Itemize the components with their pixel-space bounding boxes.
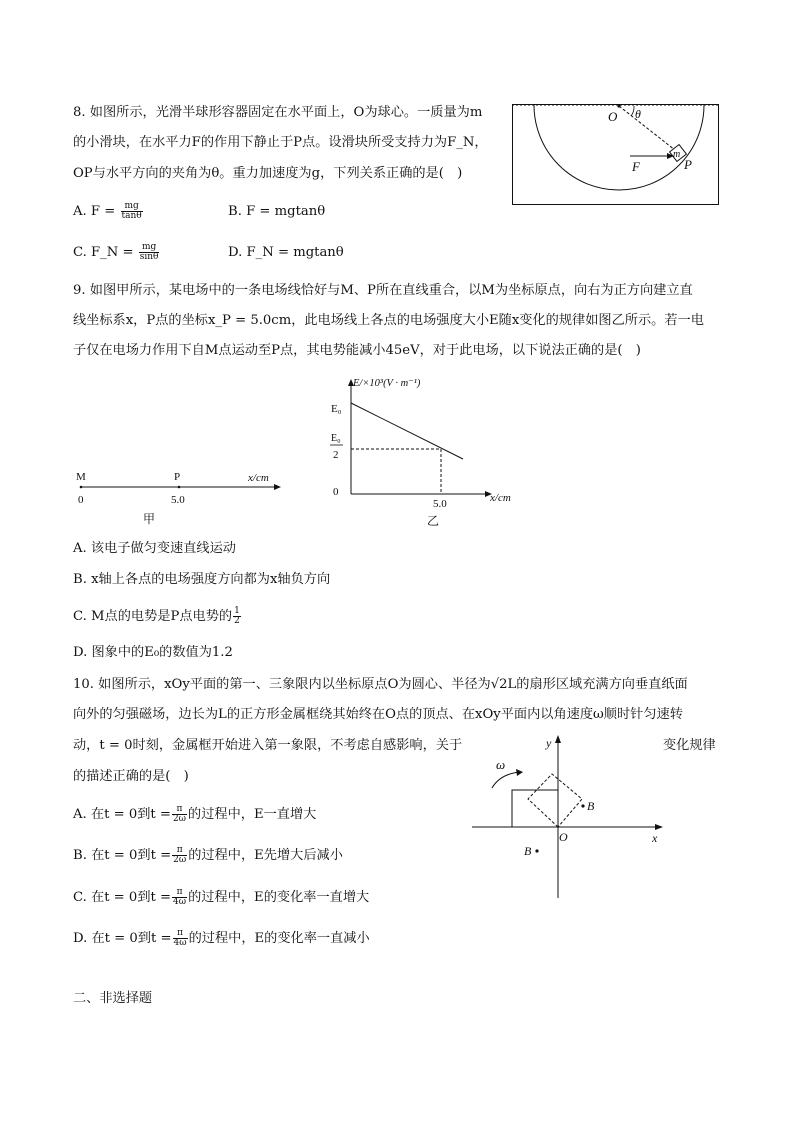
label-b-first-quadrant: B — [587, 799, 595, 813]
point-b-third-quadrant — [535, 849, 538, 852]
q10-option-d-tail: 的过程中，E的变化率一直减小 — [188, 931, 370, 946]
caption-jia: 甲 — [143, 512, 156, 526]
e-x-line — [351, 403, 463, 459]
q9-option-d: D. 图象中的E₀的数值为1.2 — [73, 645, 233, 660]
q9-option-c — [73, 607, 242, 627]
q8-line-2: 的小滑块，在水平力F的作用下静止于P点。设滑块所受支持力为F_N， — [73, 135, 488, 150]
rotation-arrow — [492, 772, 520, 788]
label-p: P — [174, 471, 181, 483]
label-b-third-quadrant: B — [524, 844, 532, 858]
fraction-numerator: π — [172, 888, 187, 898]
tick-five: 5.0 — [433, 498, 447, 510]
q10-option-a-text: A. 在t = 0到t = — [73, 807, 171, 822]
square-frame — [512, 790, 558, 827]
label-x: x — [652, 831, 658, 845]
label-o: O — [608, 109, 618, 124]
q10-option-c — [73, 888, 369, 908]
q10-option-b — [73, 846, 343, 866]
q8-line-3: OP与水平方向的夹角为θ。重力加速度为g，下列关系正确的是( ) — [73, 166, 463, 181]
q10-option-a — [73, 805, 316, 825]
tick-zero: 0 — [78, 494, 84, 506]
q9-line-3: 子仅在电场力作用下自M点运动至P点，其电势能减小45eV，对于此电场，以下说法正确的是( ) — [73, 343, 641, 358]
point-b-first-quadrant — [581, 804, 584, 807]
tick-e0-half-numerator: E₀ — [331, 433, 341, 444]
label-f: F — [632, 159, 640, 174]
arrowhead-icon — [274, 484, 281, 490]
q9-line-2: 线坐标系x，P点的坐标x_P = 5.0cm，此电场线上各点的电场强度大小E随x变化的规律如图乙所示。若一电 — [73, 313, 704, 328]
q9-option-a: A. 该电子做匀变速直线运动 — [73, 541, 236, 556]
q10-option-d-fraction — [173, 929, 188, 948]
q9-figure-jia — [70, 370, 285, 530]
y-axis-label: E/×10³(V · m⁻¹) — [353, 378, 421, 389]
q8-line-1: 8. 如图所示，光滑半球形容器固定在水平面上，O为球心。一质量为m — [73, 105, 483, 120]
label-y: y — [546, 736, 552, 750]
q9-option-c-fraction — [233, 607, 241, 626]
arrowhead-icon — [555, 735, 561, 743]
q10-option-c-text: C. 在t = 0到t = — [73, 890, 172, 905]
q8-option-b: B. F = mgtanθ — [228, 204, 326, 219]
q10-line-3a: 动，t = 0时刻，金属框开始进入第一象限，不考虑自感影响，关于 — [73, 738, 463, 753]
q8-option-a-text: A. F = — [73, 204, 116, 219]
q10-option-b-text: B. 在t = 0到t = — [73, 848, 172, 863]
fraction-denominator: 4ω — [173, 938, 187, 948]
q10-option-d-text: D. 在t = 0到t = — [73, 931, 172, 946]
q9-line-1: 9. 如图甲所示，某电场中的一条电场线恰好与M、P所在直线重合，以M为坐标原点，向右为正方向建立直 — [73, 283, 693, 298]
label-theta: θ — [635, 107, 641, 121]
q10-option-b-tail: 的过程中，E先增大后减小 — [188, 848, 343, 863]
fraction-numerator: π — [172, 805, 187, 815]
fraction-numerator: π — [172, 846, 187, 856]
fraction-denominator: 2 — [234, 616, 240, 626]
q10-option-d — [73, 929, 370, 949]
fraction-numerator: π — [173, 929, 188, 939]
fraction-denominator: tanθ — [121, 211, 142, 221]
q8-hemisphere-figure — [512, 104, 720, 206]
q10-option-b-fraction — [172, 846, 187, 865]
label-m: m — [673, 149, 681, 160]
tick-e0: E₀ — [331, 403, 342, 415]
fraction-denominator: 4ω — [173, 897, 187, 907]
q10-option-c-fraction — [172, 888, 187, 907]
q9-figure-yi — [320, 370, 525, 530]
fraction-denominator: 2ω — [173, 855, 187, 865]
fraction-numerator: mg — [121, 202, 143, 212]
arrowhead-icon — [655, 824, 663, 830]
q8-option-a-fraction — [121, 202, 143, 221]
q8-option-c-text: C. F_N = — [73, 245, 134, 260]
x-axis-unit: x/cm — [490, 492, 511, 504]
caption-yi: 乙 — [427, 514, 440, 528]
label-o: O — [559, 830, 568, 844]
fraction-numerator: mg — [139, 243, 160, 253]
q10-line-2: 向外的匀强磁场，边长为L的正方形金属框绕其始终在O点的顶点、在xOy平面内以角速度ω顺时针匀速转 — [73, 707, 683, 722]
q10-line-1: 10. 如图所示，xOy平面的第一、三象限内以坐标原点O为圆心、半径为√2L的扇形区域充满方向垂直纸面 — [73, 677, 688, 692]
q10-option-c-tail: 的过程中，E的变化率一直增大 — [188, 890, 370, 905]
tick-e0-half-denominator: 2 — [333, 449, 339, 461]
label-m: M — [76, 471, 86, 483]
x-axis-unit: x/cm — [248, 472, 269, 484]
rotated-frame-dashed — [528, 774, 582, 827]
q10-option-a-tail: 的过程中，E一直增大 — [188, 807, 317, 822]
section-heading-non-choice: 二、非选择题 — [73, 991, 153, 1006]
fraction-numerator: 1 — [234, 606, 240, 616]
point-m — [80, 486, 83, 489]
q8-option-c-fraction — [139, 243, 160, 262]
tick-five: 5.0 — [171, 494, 185, 506]
label-omega: ω — [496, 757, 506, 772]
q8-option-a — [73, 202, 144, 222]
q9-option-c-text: C. M点的电势是P点电势的 — [73, 609, 233, 624]
q8-option-c — [73, 243, 160, 263]
label-p: P — [684, 157, 692, 172]
q10-option-a-fraction — [172, 805, 187, 824]
q9-option-b: B. x轴上各点的电场强度方向都为x轴负方向 — [73, 572, 331, 587]
q10-line-4: 的描述正确的是( ) — [73, 769, 189, 784]
q8-option-d: D. F_N = mgtanθ — [228, 245, 344, 260]
op-dashed-line — [619, 106, 680, 154]
theta-angle-arc — [631, 106, 634, 116]
fraction-denominator: sinθ — [139, 252, 159, 262]
tick-zero: 0 — [333, 486, 339, 498]
q10-line-3b: 变化规律 — [663, 738, 716, 753]
point-p — [178, 486, 181, 489]
arrowhead-icon — [516, 769, 523, 776]
q10-rotating-frame-figure — [470, 730, 670, 902]
fraction-denominator: 2ω — [172, 814, 187, 824]
